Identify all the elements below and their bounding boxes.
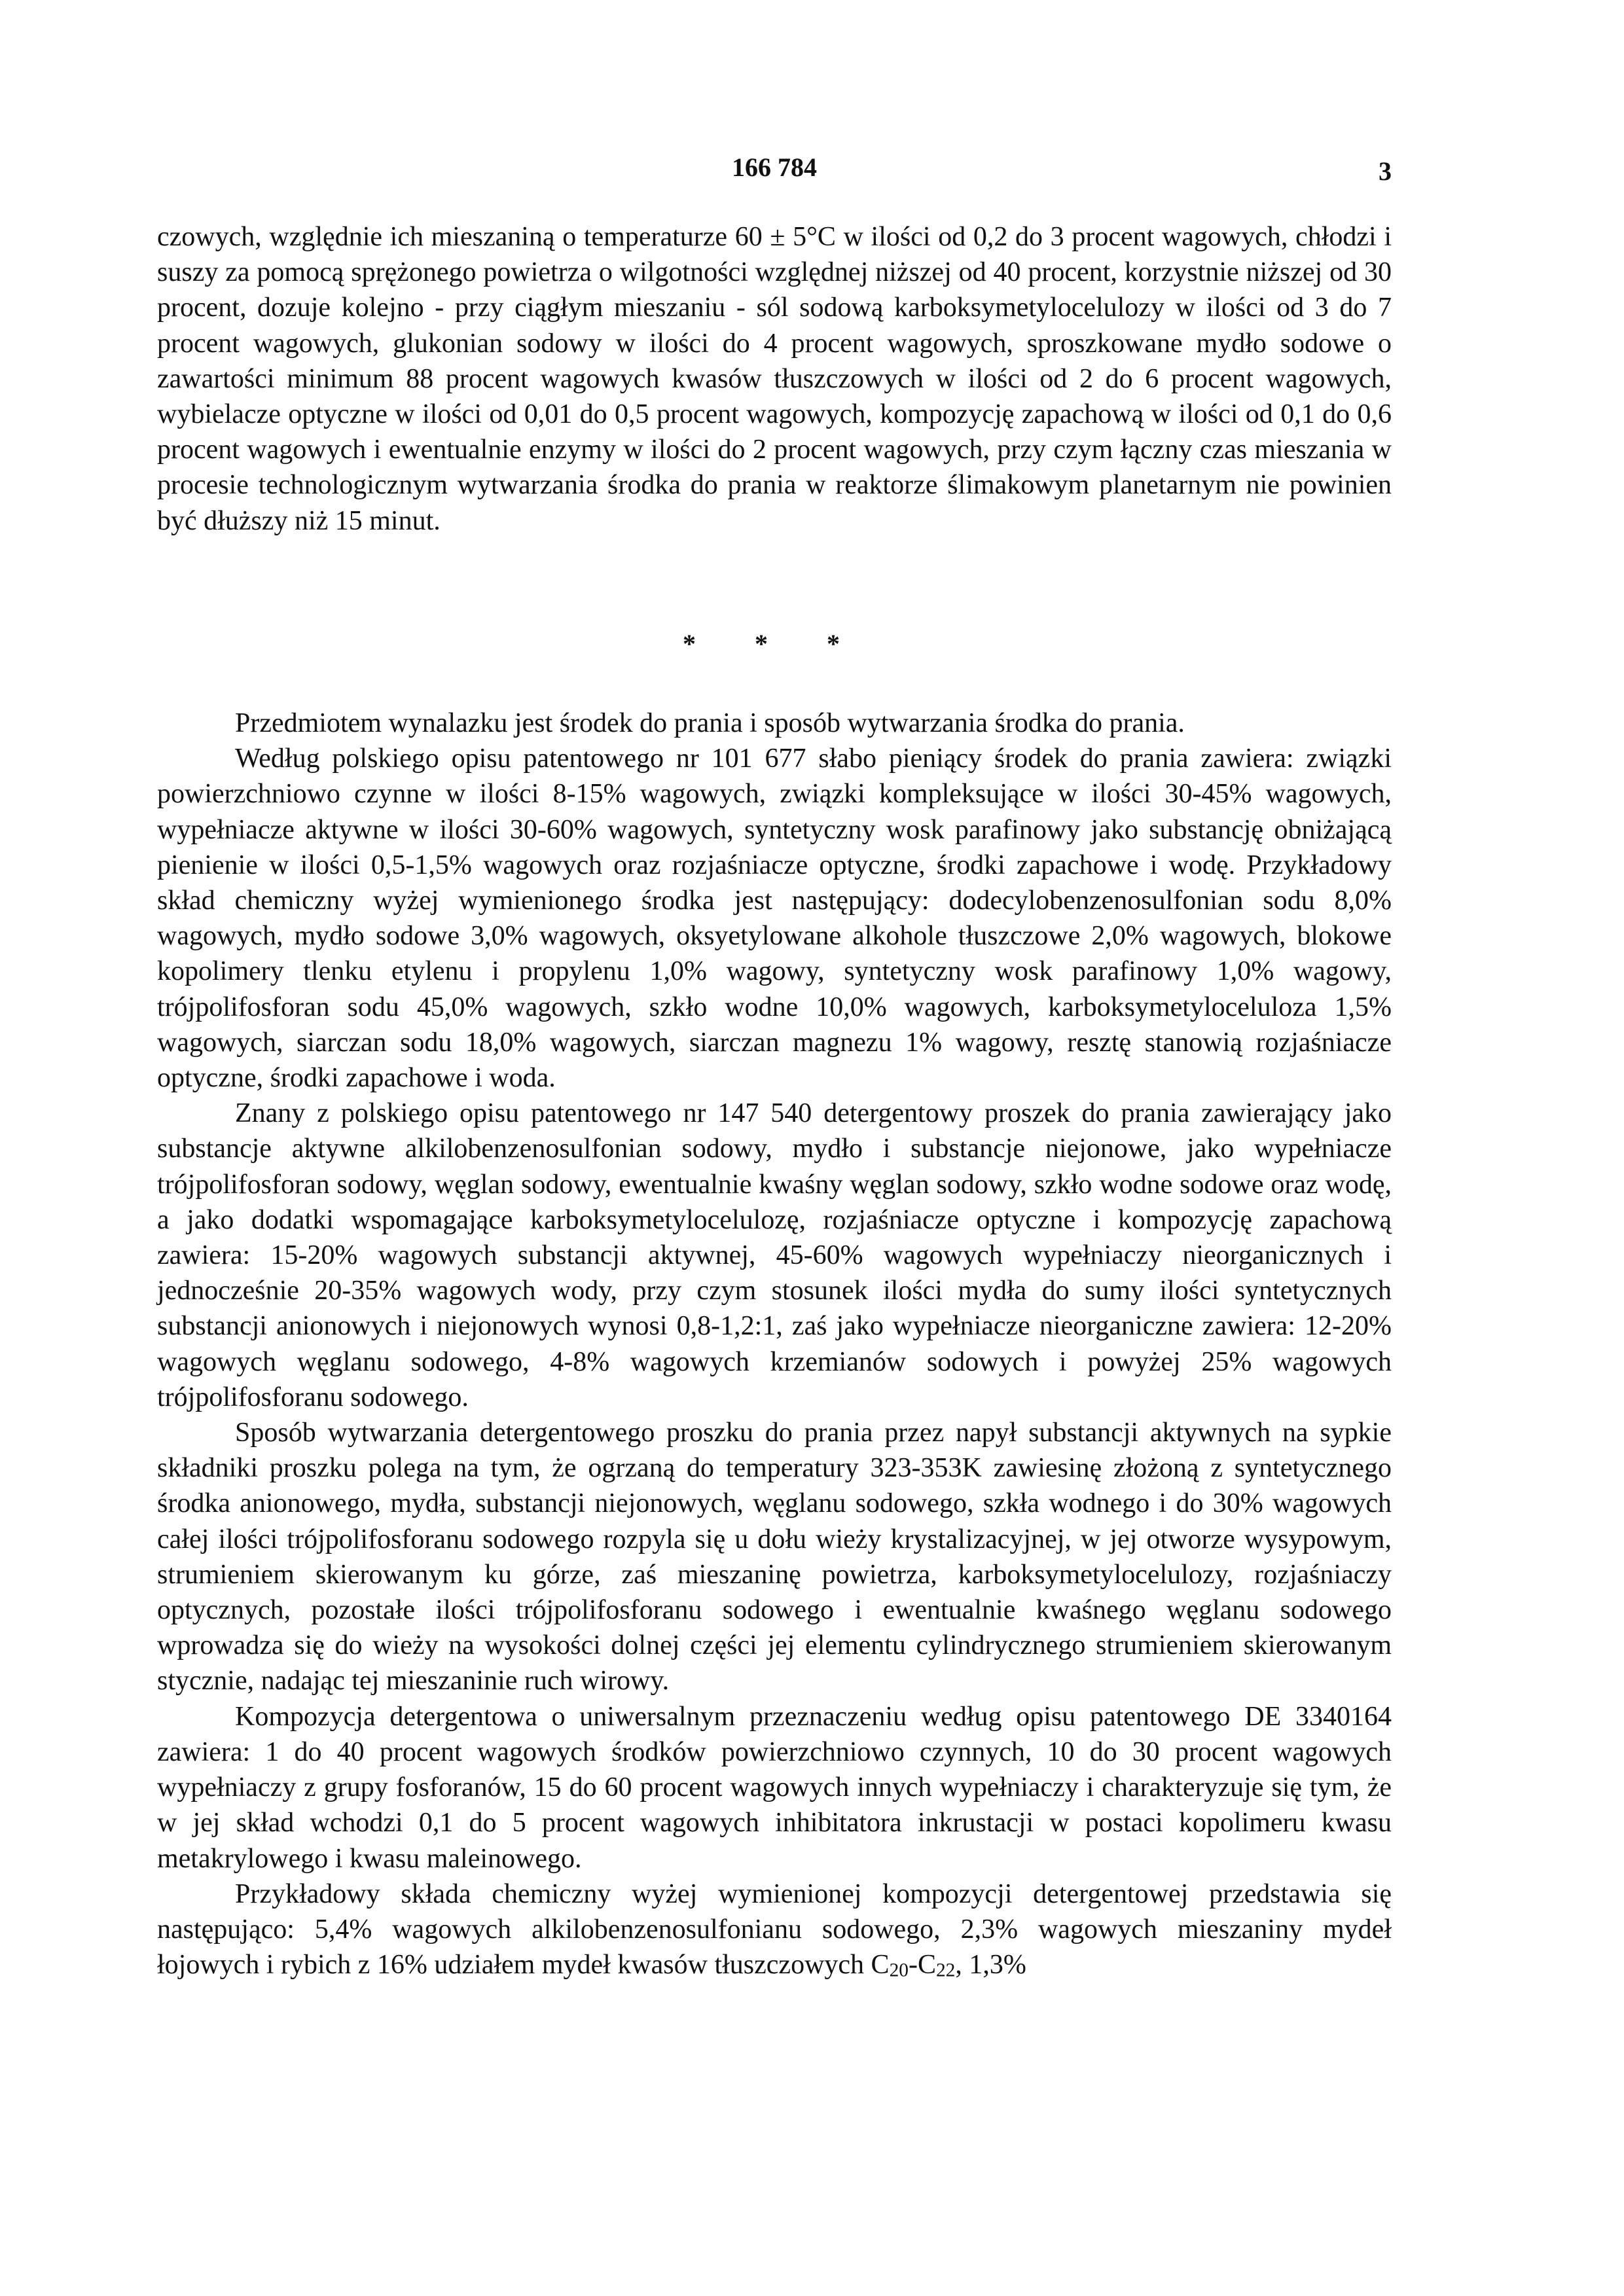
example-text-before: Przykładowy składa chemiczny wyżej wymienionej kompozycji detergentowej przedstawia się następująco: 5,4% wagowych alkilobenzenosulfonianu sodowego, 2,3% wagowych mieszaniny mydeł łojowych i rybich z 16% udziałem mydeł kwasów tłuszczowych C <box>157 1878 1392 1981</box>
example-text-after: , 1,3% <box>955 1950 1026 1981</box>
paragraph-pl-147540: Znany z polskiego opisu patentowego nr 147 540 detergentowy proszek do prania zawierający jako substancje aktywne alkilobenzenosulfonian sodowy, mydło i substancje niejonowe, jako wypełniacze trójpolifosforan sodowy, węglan sodowy, ewentualnie kwaśny węglan sodowy, szkło wodne sodowe oraz wodę, a jako dodatki wspomagające karboksymetylocelulozę, rozjaśniacze optyczne i kompozycję zapachową zawiera: 15-20% wagowych substancji aktywnej, 45-60% wagowych wypełniaczy nieorganicznych i jednocześnie 20-35% wagowych wody, przy czym stosunek ilości mydła do sumy ilości syntetycznych substancji anionowych i niejonowych wynosi 0,8-1,2:1, zaś jako wypełniacze nieorganiczne zawiera: 12-20% wagowych węglanu sodowego, 4-8% wagowych krzemianów sodowych i powyżej 25% wagowych trójpolifosforanu sodowego. <box>157 1098 1392 1412</box>
page-number: 3 <box>1379 156 1392 186</box>
paragraph-pl-101677: Według polskiego opisu patentowego nr 101 677 słabo pieniący środek do prania zawiera: związki powierzchniowo czynne w ilości 8-15% wagowych, związki kompleksujące w ilości 30-45% wagowych, wypełniacze aktywne w ilości 30-60% wagowych, syntetyczny wosk parafinowy jako substancję obniżającą pienienie w ilości 0,5-1,5% wagowych oraz rozjaśniacze optyczne, środki zapachowe i wodę. Przykładowy skład chemiczny wyżej wymienionego środka jest następujący: dodecylobenzenosulfonian sodu 8,0% wagowych, mydło sodowe 3,0% wagowych, oksyetylowane alkohole tłuszczowe 2,0% wagowych, blokowe kopolimery tlenku etylenu i propylenu 1,0% wagowy, syntetyczny wosk parafinowy 1,0% wagowy, trójpolifosforan sodu 45,0% wagowych, szkło wodne 10,0% wagowych, karboksymetyloceluloza 1,5% wagowych, siarczan sodu 18,0% wagowych, siarczan magnezu 1% wagowy, resztę stanowią rozjaśniacze optyczne, środki zapachowe i woda. <box>157 744 1392 1094</box>
carbon-subscript-end: 22 <box>935 1960 956 1981</box>
paragraph-de-3340164: Kompozycja detergentowa o uniwersalnym przeznaczeniu według opisu patentowego DE 3340164 zawiera: 1 do 40 procent wagowych środków powierzchniowo czynnych, 10 do 30 procent wagowych wypełniaczy z grupy fosforanów, 15 do 60 procent wagowych innych wypełniaczy i charakteryzuje się tym, że w jej skład wchodzi 0,1 do 5 procent wagowych inhibitatora inkrustacji w postaci kopolimeru kwasu metakrylowego i kwasu maleinowego. <box>157 1701 1392 1874</box>
page-header <box>157 152 1392 185</box>
section-separator: * * * <box>683 629 866 658</box>
body-text <box>157 706 1392 1982</box>
example-text-middle: -C <box>908 1950 936 1981</box>
patent-number: 166 784 <box>732 152 817 182</box>
paragraph-production-method: Sposób wytwarzania detergentowego proszku do prania przez napył substancji aktywnych na sypkie składniki proszku polega na tym, że ogrzaną do temperatury 323-353K zawiesinę złożoną z syntetycznego środka anionowego, mydła, substancji niejonowych, węglanu sodowego, szkła wodnego i do 30% wagowych całej ilości trójpolifosforanu sodowego rozpyla się u dołu wieży krystalizacyjnej, w jej otworze wysypowym, strumieniem skierowanym ku górze, zaś mieszaninę powietrza, karboksymetylocelulozy, rozjaśniaczy optycznych, pozostałe ilości trójpolifosforanu sodowego i ewentualnie kwaśnego węglanu sodowego wprowadza się do wieży na wysokości dolnej części jej elementu cylindrycznego strumieniem skierowanym stycznie, nadając tej mieszaninie ruch wirowy. <box>157 1418 1392 1696</box>
intro-paragraph: czowych, względnie ich mieszaniną o temperaturze 60 ± 5°C w ilości od 0,2 do 3 procent wagowych, chłodzi i suszy za pomocą sprężonego powietrza o wilgotności względnej niższej od 40 procent, korzystnie niższej od 30 procent, dozuje kolejno - przy ciągłym mieszaniu - sól sodową karboksymetylocelulozy w ilości od 3 do 7 procent wagowych, glukonian sodowy w ilości do 4 procent wagowych, sproszkowane mydło sodowe o zawartości minimum 88 procent wagowych kwasów tłuszczowych w ilości od 2 do 6 procent wagowych, wybielacze optyczne w ilości od 0,01 do 0,5 procent wagowych, kompozycję zapachową w ilości od 0,1 do 0,6 procent wagowych i ewentualnie enzymy w ilości do 2 procent wagowych, przy czym łączny czas mieszania w procesie technologicznym wytwarzania środka do prania w reaktorze ślimakowym planetarnym nie powinien być dłuższy niż 15 minut. <box>157 222 1392 536</box>
carbon-subscript-start: 20 <box>889 1960 909 1981</box>
paragraph-example-composition <box>157 1876 1392 1983</box>
paragraph-subject: Przedmiotem wynalazku jest środek do prania i sposób wytwarzania środka do prania. <box>235 708 1185 738</box>
